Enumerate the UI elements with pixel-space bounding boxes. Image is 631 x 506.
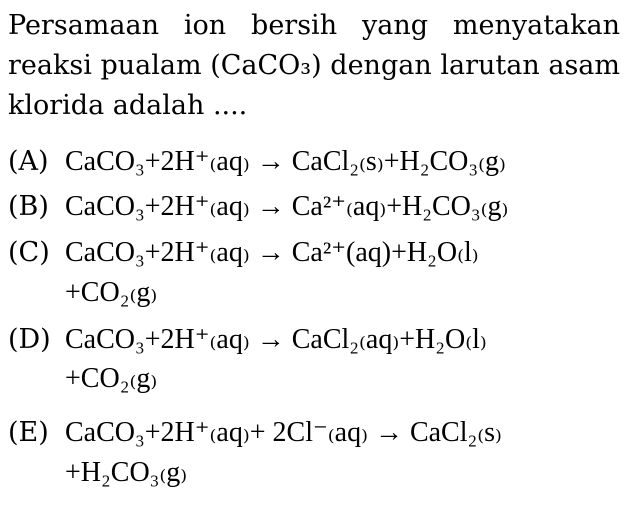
question-text: Persamaan ion bersih yang menyatakan reaksi pualam (CaCO₃) dengan larutan asam klorida adalah .... bbox=[8, 10, 620, 121]
option-a[interactable] bbox=[8, 144, 506, 180]
option-d-equation-line2: +CO₂₍g₎ bbox=[65, 363, 158, 394]
option-e-continuation bbox=[65, 455, 187, 491]
option-d[interactable] bbox=[8, 322, 487, 358]
option-b[interactable] bbox=[8, 189, 508, 225]
option-b-equation: CaCO₃+2H⁺₍aq₎ → Ca²⁺₍aq₎+H₂CO₃₍g₎ bbox=[65, 191, 509, 222]
option-d-equation: CaCO₃+2H⁺₍aq₎ → CaCl₂₍aq₎+H₂O₍l₎ bbox=[65, 324, 487, 355]
option-a-equation: CaCO₃+2H⁺₍aq₎ → CaCl₂₍s₎+H₂CO₃₍g₎ bbox=[65, 146, 506, 177]
option-e-letter: (E) bbox=[8, 417, 49, 448]
option-d-continuation bbox=[65, 361, 157, 397]
option-e-equation: CaCO₃+2H⁺₍aq₎+ 2Cl⁻₍aq₎ → CaCl₂₍s₎ bbox=[65, 417, 502, 448]
option-e-equation-line2: +H₂CO₃₍g₎ bbox=[65, 457, 188, 488]
option-c-equation: CaCO₃+2H⁺₍aq₎ → Ca²⁺(aq)+H₂O₍l₎ bbox=[65, 237, 479, 268]
option-c-letter: (C) bbox=[8, 237, 50, 268]
option-c-equation-line2: +CO₂₍g₎ bbox=[65, 277, 158, 308]
option-a-letter: (A) bbox=[8, 146, 49, 177]
option-d-letter: (D) bbox=[8, 324, 51, 355]
option-b-letter: (B) bbox=[8, 191, 49, 222]
option-c-continuation bbox=[65, 275, 157, 311]
option-e[interactable] bbox=[8, 415, 502, 451]
option-c[interactable] bbox=[8, 235, 479, 271]
